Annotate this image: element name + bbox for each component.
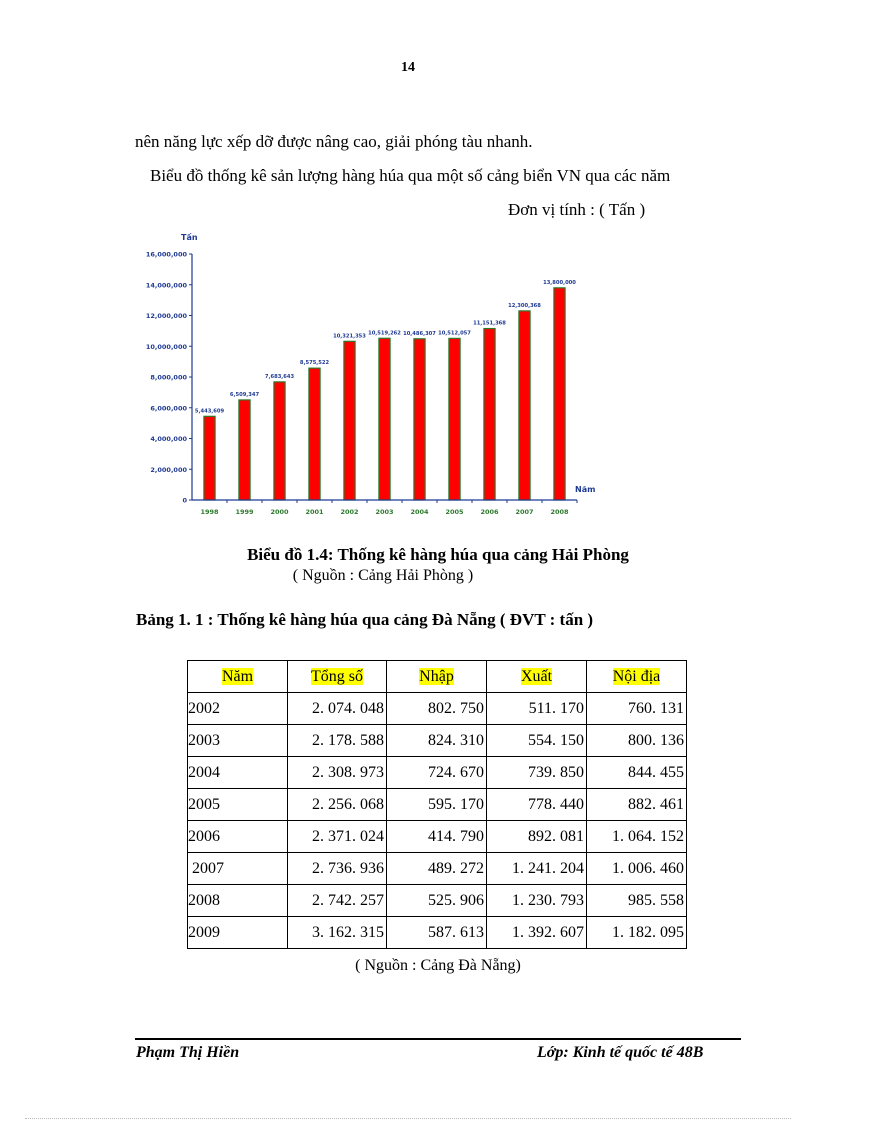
bar-value-label: 7,683,643 <box>264 373 295 380</box>
table-row <box>188 693 687 725</box>
unit-label: Đơn vị tính : ( Tấn ) <box>508 200 646 219</box>
bar-2001 <box>309 368 320 500</box>
table-row <box>188 757 687 789</box>
x-axis-title: Năm <box>575 485 596 494</box>
x-tick-label: 1999 <box>235 508 254 516</box>
y-tick-label: 16,000,000 <box>145 250 187 259</box>
cell-year: 2008 <box>188 885 288 917</box>
table-row <box>188 789 687 821</box>
chart-intro-line: Biểu đồ thống kê sản lượng hàng húa qua một số cảng biển VN qua các năm <box>150 166 671 185</box>
page-number: 14 <box>401 60 415 75</box>
cell-year: 2007 <box>188 853 288 885</box>
cell-export: 1. 392. 607 <box>487 917 587 949</box>
y-tick-label: 2,000,000 <box>150 465 187 474</box>
bar-2007 <box>519 311 530 500</box>
bar-value-label: 13,800,000 <box>543 279 576 286</box>
footer-divider <box>135 1038 741 1040</box>
cell-import: 414. 790 <box>387 821 487 853</box>
x-tick-label: 2006 <box>480 508 499 516</box>
header-cell-import: Nhập <box>387 661 487 693</box>
cell-total: 2. 256. 068 <box>288 789 387 821</box>
cell-domestic: 1. 006. 460 <box>587 853 687 885</box>
x-tick-label: 2003 <box>375 508 394 516</box>
table-source: ( Nguồn : Cảng Đà Nẵng) <box>355 957 521 974</box>
cell-year: 2004 <box>188 757 288 789</box>
bar-2008 <box>554 288 565 500</box>
cell-total: 2. 074. 048 <box>288 693 387 725</box>
table-row <box>188 853 687 885</box>
cell-export: 554. 150 <box>487 725 587 757</box>
cell-total: 2. 742. 257 <box>288 885 387 917</box>
bar-value-label: 6,509,347 <box>229 391 260 398</box>
y-tick-label: 10,000,000 <box>145 342 187 351</box>
cell-import: 489. 272 <box>387 853 487 885</box>
bar-value-label: 10,512,057 <box>438 330 471 337</box>
cell-domestic: 760. 131 <box>587 693 687 725</box>
cell-domestic: 985. 558 <box>587 885 687 917</box>
bar-1999 <box>239 400 250 500</box>
bar-2000 <box>274 382 285 500</box>
cell-total: 2. 371. 024 <box>288 821 387 853</box>
cell-export: 1. 241. 204 <box>487 853 587 885</box>
header-cell-total: Tổng số <box>288 661 387 693</box>
bar-value-label: 8,575,522 <box>299 360 330 367</box>
header-cell-domestic: Nội địa <box>587 661 687 693</box>
chart-caption: Biểu đồ 1.4: Thống kê hàng húa qua cảng Hải Phòng <box>247 545 629 564</box>
bar-value-label: 11,151,368 <box>473 320 506 327</box>
bar-value-label: 10,321,353 <box>333 333 366 340</box>
table-row <box>188 885 687 917</box>
bar-chart <box>145 228 596 528</box>
cell-import: 802. 750 <box>387 693 487 725</box>
cell-year: 2009 <box>188 917 288 949</box>
cell-total: 2. 178. 588 <box>288 725 387 757</box>
y-tick-label: 8,000,000 <box>150 373 187 382</box>
chart-source: ( Nguồn : Cảng Hải Phòng ) <box>292 567 474 584</box>
bar-value-label: 10,486,307 <box>403 330 436 337</box>
cell-domestic: 1. 182. 095 <box>587 917 687 949</box>
header-cell-export: Xuất <box>487 661 587 693</box>
bar-value-label: 12,300,368 <box>508 302 541 309</box>
bar-2006 <box>484 329 495 500</box>
cell-total: 2. 308. 973 <box>288 757 387 789</box>
cell-year: 2006 <box>188 821 288 853</box>
cell-year: 2003 <box>188 725 288 757</box>
cell-import: 724. 670 <box>387 757 487 789</box>
x-tick-label: 2001 <box>305 508 324 516</box>
x-tick-label: 2008 <box>550 508 569 516</box>
cell-import: 587. 613 <box>387 917 487 949</box>
x-tick-label: 2000 <box>270 508 289 516</box>
cell-export: 892. 081 <box>487 821 587 853</box>
bar-2004 <box>414 339 425 500</box>
cell-export: 739. 850 <box>487 757 587 789</box>
intro-paragraph: nên năng lực xếp dỡ được nâng cao, giải phóng tàu nhanh. <box>135 132 533 151</box>
cell-year: 2002 <box>188 693 288 725</box>
cell-import: 595. 170 <box>387 789 487 821</box>
table-title: Bảng 1. 1 : Thống kê hàng húa qua cảng Đà Nẵng ( ĐVT : tấn ) <box>136 610 594 629</box>
header-cell-year: Năm <box>188 661 288 693</box>
x-tick-label: 2007 <box>515 508 534 516</box>
y-tick-label: 6,000,000 <box>150 404 187 413</box>
bar-2002 <box>344 341 355 500</box>
footer-class: Lớp: Kinh tế quốc tế 48B <box>537 1044 704 1061</box>
footer-author: Phạm Thị Hiền <box>136 1044 240 1061</box>
x-tick-label: 2005 <box>445 508 464 516</box>
bar-value-label: 5,443,609 <box>194 408 225 415</box>
y-axis-title: Tấn <box>181 233 198 242</box>
y-tick-label: 4,000,000 <box>150 435 187 443</box>
x-tick-label: 1998 <box>200 508 219 516</box>
cell-domestic: 1. 064. 152 <box>587 821 687 853</box>
y-tick-label: 14,000,000 <box>145 281 187 290</box>
cell-year: 2005 <box>188 789 288 821</box>
x-tick-label: 2004 <box>410 508 429 516</box>
table-row <box>188 917 687 949</box>
cell-import: 525. 906 <box>387 885 487 917</box>
y-tick-label: 0 <box>182 496 187 505</box>
cell-total: 3. 162. 315 <box>288 917 387 949</box>
y-tick-label: 12,000,000 <box>145 312 187 320</box>
cell-import: 824. 310 <box>387 725 487 757</box>
cell-total: 2. 736. 936 <box>288 853 387 885</box>
bar-2003 <box>379 338 390 500</box>
bar-1998 <box>204 416 215 500</box>
cell-export: 511. 170 <box>487 693 587 725</box>
table-row <box>188 725 687 757</box>
cell-export: 1. 230. 793 <box>487 885 587 917</box>
bar-value-label: 10,519,262 <box>368 330 401 337</box>
x-tick-label: 2002 <box>340 508 359 516</box>
bar-2005 <box>449 338 460 500</box>
cell-domestic: 844. 455 <box>587 757 687 789</box>
data-table <box>187 660 687 949</box>
cell-export: 778. 440 <box>487 789 587 821</box>
page-bottom-border <box>25 1118 791 1119</box>
table-row <box>188 821 687 853</box>
cell-domestic: 882. 461 <box>587 789 687 821</box>
table-header-row <box>188 661 687 693</box>
cell-domestic: 800. 136 <box>587 725 687 757</box>
